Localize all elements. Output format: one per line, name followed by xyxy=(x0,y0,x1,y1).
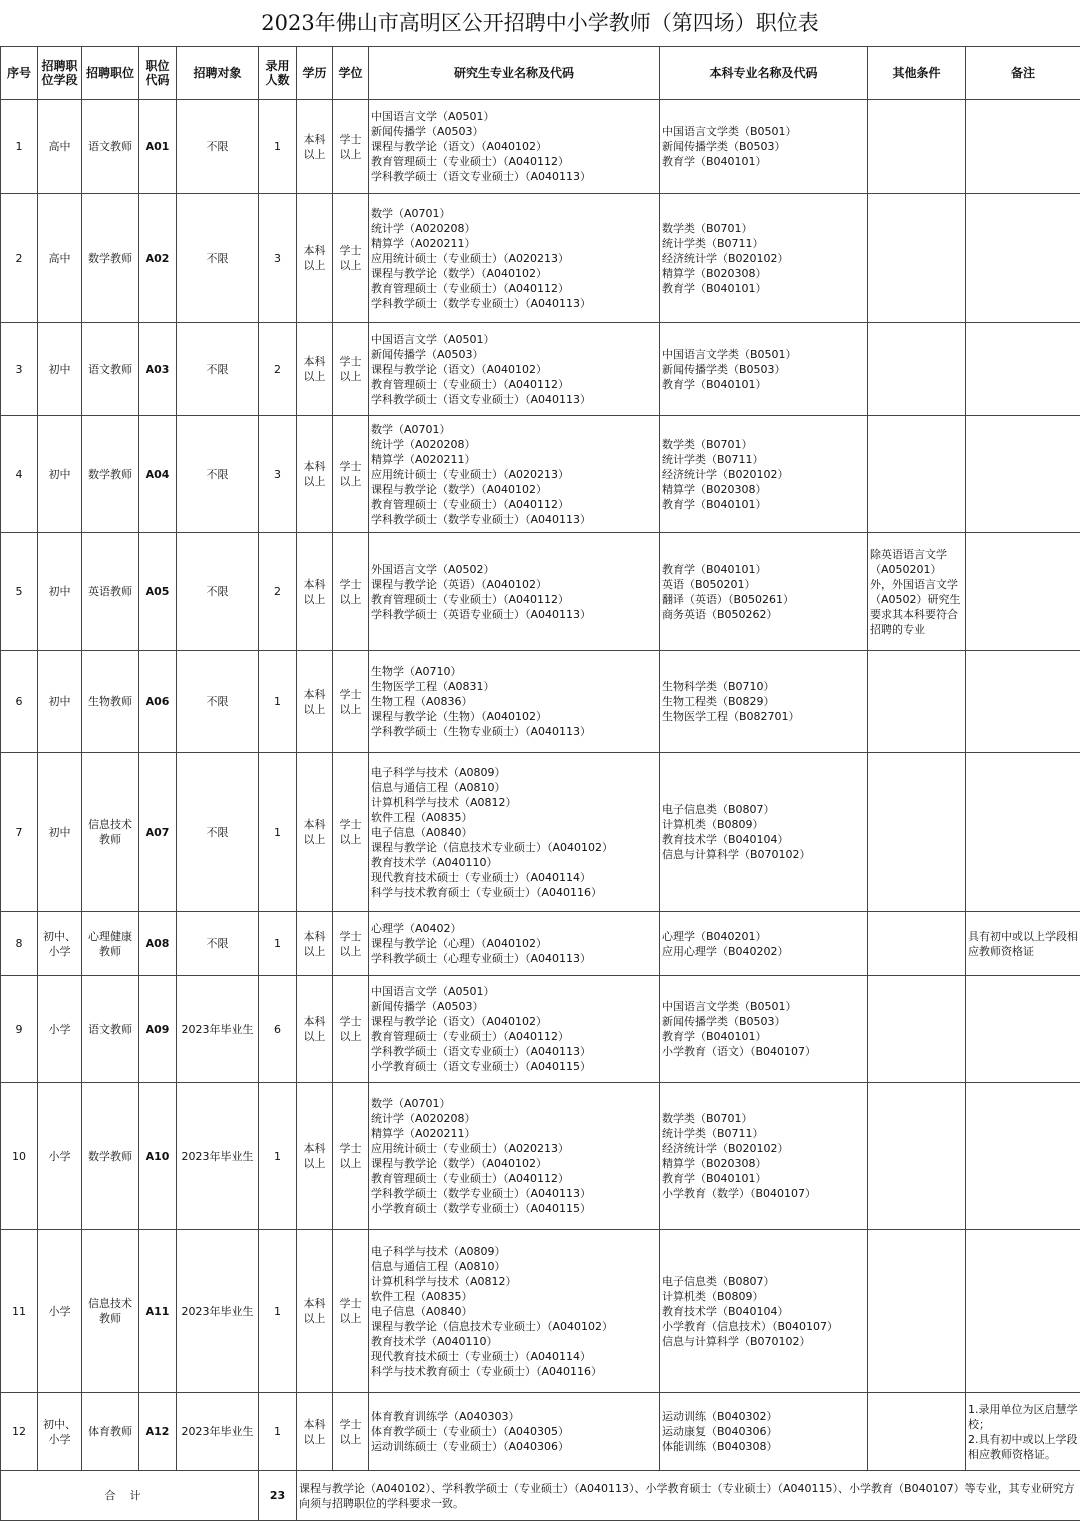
grad-majors-item: 应用统计硕士（专业硕士）（A020213） xyxy=(371,251,570,265)
grad-majors-item: 学科教学硕士（语文专业硕士）（A040113） xyxy=(371,392,592,406)
row-no: 1 xyxy=(1,100,38,194)
grad-majors-item: 课程与教学论（数学）（A040102） xyxy=(371,266,548,280)
ug-majors-item: 运动康复（B040306） xyxy=(662,1425,778,1438)
ug-majors xyxy=(660,976,868,1083)
ug-majors-item: 教育学（B040101） xyxy=(662,1172,767,1185)
row-stage: 初中 xyxy=(38,753,82,912)
grad-majors-item: 课程与教学论（数学）（A040102） xyxy=(371,1157,548,1170)
row-position: 数学教师 xyxy=(82,416,139,533)
row-degree: 学士以上 xyxy=(333,416,369,533)
row-other-conditions xyxy=(868,753,966,912)
grad-majors-item: 教育管理硕士（专业硕士）（A040112） xyxy=(371,281,570,295)
row-code: A01 xyxy=(139,100,177,194)
grad-majors-item: 现代教育技术硕士（专业硕士）（A040114） xyxy=(371,870,592,884)
grad-majors xyxy=(369,912,660,976)
ug-majors-item: 商务英语（B050262） xyxy=(662,607,778,621)
grad-majors xyxy=(369,976,660,1083)
grad-majors-item: 信息与通信工程（A0810） xyxy=(371,1259,506,1273)
table-row xyxy=(1,651,1080,753)
grad-majors-item: 体育教学硕士（专业硕士）（A040305） xyxy=(371,1425,570,1438)
row-target: 不限 xyxy=(177,912,259,976)
row-remark xyxy=(966,651,1080,753)
row-code: A05 xyxy=(139,533,177,651)
header-no: 序号 xyxy=(1,47,38,100)
grad-majors-item: 应用统计硕士（专业硕士）（A020213） xyxy=(371,467,570,481)
row-stage: 初中 xyxy=(38,533,82,651)
grad-majors xyxy=(369,1393,660,1471)
row-other-conditions xyxy=(868,976,966,1083)
row-remark xyxy=(966,533,1080,651)
ug-majors-item: 小学教育（信息技术）（B040107） xyxy=(662,1319,839,1333)
grad-majors-item: 现代教育技术硕士（专业硕士）（A040114） xyxy=(371,1349,592,1363)
row-other-conditions xyxy=(868,100,966,194)
row-code: A10 xyxy=(139,1083,177,1230)
row-stage: 初中 xyxy=(38,323,82,416)
row-edu: 本科以上 xyxy=(297,416,333,533)
row-remark xyxy=(966,416,1080,533)
row-edu: 本科以上 xyxy=(297,1083,333,1230)
row-code: A12 xyxy=(139,1393,177,1471)
ug-majors-item: 心理学（B040201） xyxy=(662,929,767,943)
row-target: 2023年毕业生 xyxy=(177,1230,259,1393)
grad-majors-item: 新闻传播学（A0503） xyxy=(371,1000,484,1013)
header-target: 招聘对象 xyxy=(177,47,259,100)
ug-majors xyxy=(660,1230,868,1393)
ug-majors-item: 教育学（B040101） xyxy=(662,377,767,391)
ug-majors xyxy=(660,323,868,416)
row-no: 11 xyxy=(1,1230,38,1393)
row-other-conditions xyxy=(868,1083,966,1230)
grad-majors xyxy=(369,323,660,416)
ug-majors-item: 数学类（B0701） xyxy=(662,437,753,451)
row-no: 7 xyxy=(1,753,38,912)
header-grad-majors: 研究生专业名称及代码 xyxy=(369,47,660,100)
row-target: 2023年毕业生 xyxy=(177,976,259,1083)
row-edu: 本科以上 xyxy=(297,323,333,416)
row-no: 6 xyxy=(1,651,38,753)
grad-majors xyxy=(369,753,660,912)
grad-majors-item: 软件工程（A0835） xyxy=(371,810,473,824)
row-stage: 初中、小学 xyxy=(38,912,82,976)
ug-majors-item: 小学教育（数学）（B040107） xyxy=(662,1187,817,1200)
row-edu: 本科以上 xyxy=(297,976,333,1083)
grad-majors-item: 学科教学硕士（数学专业硕士）（A040113） xyxy=(371,1187,592,1200)
header-stage: 招聘职位学段 xyxy=(38,47,82,100)
grad-majors-item: 中国语言文学（A0501） xyxy=(371,110,495,123)
row-target: 不限 xyxy=(177,323,259,416)
row-target: 不限 xyxy=(177,753,259,912)
grad-majors-item: 电子科学与技术（A0809） xyxy=(371,1244,506,1258)
ug-majors-item: 生物科学类（B0710） xyxy=(662,680,775,693)
row-other-conditions xyxy=(868,1230,966,1393)
grad-majors-item: 中国语言文学（A0501） xyxy=(371,332,495,346)
ug-majors-item: 中国语言文学类（B0501） xyxy=(662,347,797,361)
grad-majors-item: 电子科学与技术（A0809） xyxy=(371,765,506,779)
grad-majors-item: 教育管理硕士（专业硕士）（A040112） xyxy=(371,155,570,168)
row-stage: 小学 xyxy=(38,1083,82,1230)
ug-majors-item: 经济统计学（B020102） xyxy=(662,1142,789,1155)
grad-majors-item: 软件工程（A0835） xyxy=(371,1289,473,1303)
row-position: 语文教师 xyxy=(82,100,139,194)
row-count: 1 xyxy=(259,1083,297,1230)
grad-majors-item: 学科教学硕士（英语专业硕士）（A040113） xyxy=(371,607,592,621)
table-row xyxy=(1,416,1080,533)
row-target: 不限 xyxy=(177,100,259,194)
row-code: A09 xyxy=(139,976,177,1083)
row-position: 语文教师 xyxy=(82,976,139,1083)
ug-majors-item: 精算学（B020308） xyxy=(662,482,767,496)
row-remark xyxy=(966,1393,1080,1471)
grad-majors-item: 学科教学硕士（数学专业硕士）（A040113） xyxy=(371,296,592,310)
table-row xyxy=(1,753,1080,912)
row-position: 体育教师 xyxy=(82,1393,139,1471)
grad-majors-item: 外国语言文学（A0502） xyxy=(371,562,495,576)
grad-majors-item: 教育管理硕士（专业硕士）（A040112） xyxy=(371,1172,570,1185)
row-target: 不限 xyxy=(177,416,259,533)
grad-majors-item: 课程与教学论（语文）（A040102） xyxy=(371,362,548,376)
row-count: 1 xyxy=(259,912,297,976)
grad-majors-item: 教育管理硕士（专业硕士）（A040112） xyxy=(371,592,570,606)
ug-majors-item: 信息与计算科学（B070102） xyxy=(662,848,811,861)
row-edu: 本科以上 xyxy=(297,1230,333,1393)
row-target: 不限 xyxy=(177,533,259,651)
ug-majors-item: 计算机类（B0809） xyxy=(662,1289,764,1303)
grad-majors-item: 学科教学硕士（数学专业硕士）（A040113） xyxy=(371,512,592,526)
row-degree: 学士以上 xyxy=(333,100,369,194)
grad-majors-item: 科学与技术教育硕士（专业硕士）（A040116） xyxy=(371,885,603,899)
positions-table xyxy=(0,46,1080,1521)
row-stage: 小学 xyxy=(38,976,82,1083)
grad-majors-item: 课程与教学论（英语）（A040102） xyxy=(371,577,548,591)
header-edu: 学历 xyxy=(297,47,333,100)
row-target: 2023年毕业生 xyxy=(177,1393,259,1471)
grad-majors-item: 教育管理硕士（专业硕士）（A040112） xyxy=(371,1030,570,1043)
ug-majors xyxy=(660,533,868,651)
ug-majors-item: 新闻传播学类（B0503） xyxy=(662,1015,786,1028)
table-row xyxy=(1,976,1080,1083)
row-position: 语文教师 xyxy=(82,323,139,416)
ug-majors-item: 信息与计算科学（B070102） xyxy=(662,1334,811,1348)
row-edu: 本科以上 xyxy=(297,194,333,323)
row-remark xyxy=(966,912,1080,976)
row-position: 数学教师 xyxy=(82,194,139,323)
row-no: 9 xyxy=(1,976,38,1083)
row-count: 2 xyxy=(259,323,297,416)
row-other-conditions xyxy=(868,194,966,323)
grad-majors-item: 精算学（A020211） xyxy=(371,1127,476,1140)
grad-majors-item: 计算机科学与技术（A0812） xyxy=(371,1274,517,1288)
rows-body xyxy=(1,100,1080,1471)
ug-majors xyxy=(660,753,868,912)
grad-majors xyxy=(369,651,660,753)
row-degree: 学士以上 xyxy=(333,753,369,912)
row-no: 4 xyxy=(1,416,38,533)
table-row xyxy=(1,194,1080,323)
grad-majors-item: 学科教学硕士（语文专业硕士）（A040113） xyxy=(371,1045,592,1058)
grad-majors-item: 教育管理硕士（专业硕士）（A040112） xyxy=(371,497,570,511)
grad-majors xyxy=(369,100,660,194)
grad-majors-item: 应用统计硕士（专业硕士）（A020213） xyxy=(371,1142,570,1155)
grad-majors-item: 精算学（A020211） xyxy=(371,236,476,250)
grad-majors-item: 学科教学硕士（心理专业硕士）（A040113） xyxy=(371,952,592,965)
row-position: 心理健康教师 xyxy=(82,912,139,976)
grad-majors-item: 运动训练硕士（专业硕士）（A040306） xyxy=(371,1440,570,1453)
grad-majors xyxy=(369,194,660,323)
row-no: 8 xyxy=(1,912,38,976)
row-remark-item: 具有初中或以上学段相应教师资格证 xyxy=(968,929,1078,958)
row-other-conditions xyxy=(868,651,966,753)
ug-majors-item: 统计学类（B0711） xyxy=(662,236,764,250)
grad-majors-item: 统计学（A020208） xyxy=(371,437,476,451)
row-degree: 学士以上 xyxy=(333,651,369,753)
row-code: A03 xyxy=(139,323,177,416)
ug-majors-item: 教育学（B040101） xyxy=(662,281,767,295)
row-remark xyxy=(966,1083,1080,1230)
ug-majors-item: 统计学类（B0711） xyxy=(662,452,764,466)
row-count: 1 xyxy=(259,100,297,194)
document-title: 2023年佛山市高明区公开招聘中小学教师（第四场）职位表 xyxy=(261,11,819,35)
ug-majors-item: 教育学（B040101） xyxy=(662,1030,767,1043)
grad-majors-item: 教育技术学（A040110） xyxy=(371,1334,498,1348)
ug-majors-item: 小学教育（语文）（B040107） xyxy=(662,1045,817,1058)
header-remark: 备注 xyxy=(966,47,1080,100)
grad-majors-item: 数学（A0701） xyxy=(371,1097,451,1110)
ug-majors-item: 体能训练（B040308） xyxy=(662,1440,778,1453)
row-code: A02 xyxy=(139,194,177,323)
grad-majors-item: 新闻传播学（A0503） xyxy=(371,125,484,138)
ug-majors-item: 经济统计学（B020102） xyxy=(662,467,789,481)
grad-majors-item: 教育管理硕士（专业硕士）（A040112） xyxy=(371,377,570,391)
grad-majors-item: 课程与教学论（心理）（A040102） xyxy=(371,937,548,950)
ug-majors-item: 生物工程类（B0829） xyxy=(662,695,775,708)
row-count: 2 xyxy=(259,533,297,651)
row-count: 1 xyxy=(259,1393,297,1471)
grad-majors-item: 生物医学工程（A0831） xyxy=(371,680,495,693)
grad-majors-item: 教育技术学（A040110） xyxy=(371,855,498,869)
row-degree: 学士以上 xyxy=(333,194,369,323)
ug-majors-item: 教育学（B040101） xyxy=(662,562,767,576)
header-row xyxy=(1,47,1080,100)
row-count: 1 xyxy=(259,651,297,753)
ug-majors-item: 运动训练（B040302） xyxy=(662,1410,778,1423)
row-stage: 高中 xyxy=(38,100,82,194)
ug-majors xyxy=(660,1083,868,1230)
grad-majors-item: 新闻传播学（A0503） xyxy=(371,347,484,361)
row-code: A04 xyxy=(139,416,177,533)
table-row xyxy=(1,100,1080,194)
row-other-conditions xyxy=(868,912,966,976)
row-code: A07 xyxy=(139,753,177,912)
row-position: 信息技术教师 xyxy=(82,753,139,912)
row-degree: 学士以上 xyxy=(333,1230,369,1393)
row-stage: 初中 xyxy=(38,651,82,753)
row-remark xyxy=(966,753,1080,912)
grad-majors-item: 课程与教学论（数学）（A040102） xyxy=(371,482,548,496)
grad-majors-item: 学科教学硕士（生物专业硕士）（A040113） xyxy=(371,725,592,738)
ug-majors-item: 教育技术学（B040104） xyxy=(662,1304,789,1318)
grad-majors-item: 课程与教学论（语文）（A040102） xyxy=(371,140,548,153)
ug-majors xyxy=(660,194,868,323)
header-count: 录用人数 xyxy=(259,47,297,100)
ug-majors-item: 教育学（B040101） xyxy=(662,497,767,511)
row-other-conditions xyxy=(868,416,966,533)
row-remark xyxy=(966,976,1080,1083)
ug-majors-item: 生物医学工程（B082701） xyxy=(662,710,800,723)
header-code: 职位代码 xyxy=(139,47,177,100)
grad-majors-item: 电子信息（A0840） xyxy=(371,825,473,839)
ug-majors-item: 统计学类（B0711） xyxy=(662,1127,764,1140)
row-count: 6 xyxy=(259,976,297,1083)
grad-majors-item: 统计学（A020208） xyxy=(371,1112,476,1125)
row-degree: 学士以上 xyxy=(333,912,369,976)
row-remark xyxy=(966,323,1080,416)
table-row xyxy=(1,323,1080,416)
grad-majors-item: 统计学（A020208） xyxy=(371,221,476,235)
row-remark xyxy=(966,194,1080,323)
row-stage: 初中 xyxy=(38,416,82,533)
grad-majors-item: 精算学（A020211） xyxy=(371,452,476,466)
grad-majors-item: 心理学（A0402） xyxy=(371,922,462,935)
ug-majors-item: 电子信息类（B0807） xyxy=(662,1274,775,1288)
grad-majors-item: 学科教学硕士（语文专业硕士）（A040113） xyxy=(371,170,592,183)
grad-majors-item: 信息与通信工程（A0810） xyxy=(371,780,506,794)
table-row xyxy=(1,912,1080,976)
row-stage: 高中 xyxy=(38,194,82,323)
ug-majors-item: 新闻传播学类（B0503） xyxy=(662,362,786,376)
row-degree: 学士以上 xyxy=(333,323,369,416)
row-remark-item: 1.录用单位为区启慧学校； xyxy=(968,1402,1078,1431)
row-code: A06 xyxy=(139,651,177,753)
row-degree: 学士以上 xyxy=(333,1393,369,1471)
row-no: 5 xyxy=(1,533,38,651)
grad-majors-item: 生物学（A0710） xyxy=(371,665,462,678)
ug-majors-item: 经济统计学（B020102） xyxy=(662,251,789,265)
ug-majors xyxy=(660,912,868,976)
ug-majors xyxy=(660,1393,868,1471)
row-remark xyxy=(966,100,1080,194)
grad-majors-item: 小学教育硕士（语文专业硕士）（A040115） xyxy=(371,1060,592,1073)
ug-majors-item: 中国语言文学类（B0501） xyxy=(662,1000,797,1013)
ug-majors-item: 应用心理学（B040202） xyxy=(662,944,789,958)
grad-majors-item: 体育教育训练学（A040303） xyxy=(371,1410,520,1423)
row-target: 不限 xyxy=(177,651,259,753)
row-no: 2 xyxy=(1,194,38,323)
row-edu: 本科以上 xyxy=(297,753,333,912)
ug-majors xyxy=(660,651,868,753)
row-target: 不限 xyxy=(177,194,259,323)
row-no: 10 xyxy=(1,1083,38,1230)
row-stage: 小学 xyxy=(38,1230,82,1393)
ug-majors-item: 数学类（B0701） xyxy=(662,221,753,235)
grad-majors-item: 中国语言文学（A0501） xyxy=(371,985,495,998)
grad-majors-item: 计算机科学与技术（A0812） xyxy=(371,795,517,809)
header-position: 招聘职位 xyxy=(82,47,139,100)
grad-majors-item: 课程与教学论（信息技术专业硕士）（A040102） xyxy=(371,840,614,854)
ug-majors-item: 英语（B050201） xyxy=(662,577,756,591)
ug-majors-item: 电子信息类（B0807） xyxy=(662,803,775,816)
row-target: 2023年毕业生 xyxy=(177,1083,259,1230)
ug-majors-item: 精算学（B020308） xyxy=(662,266,767,280)
row-edu: 本科以上 xyxy=(297,912,333,976)
table-row xyxy=(1,1083,1080,1230)
grad-majors-item: 科学与技术教育硕士（专业硕士）（A040116） xyxy=(371,1364,603,1378)
total-note: 课程与教学论（A040102）、学科教学硕士（专业硕士）（A040113）、小学教育硕士（专业硕士）（A040115）、小学教育（B040107）等专业，其专业研究方向须与招聘职位的学科要求一致。 xyxy=(297,1471,1080,1521)
row-position: 数学教师 xyxy=(82,1083,139,1230)
grad-majors xyxy=(369,533,660,651)
row-other-conditions xyxy=(868,1393,966,1471)
ug-majors-item: 教育技术学（B040104） xyxy=(662,833,789,846)
grad-majors-item: 课程与教学论（生物）（A040102） xyxy=(371,710,548,723)
row-position: 信息技术教师 xyxy=(82,1230,139,1393)
table-row xyxy=(1,1393,1080,1471)
row-other-conditions xyxy=(868,323,966,416)
header-degree: 学位 xyxy=(333,47,369,100)
row-degree: 学士以上 xyxy=(333,1083,369,1230)
row-no: 12 xyxy=(1,1393,38,1471)
grad-majors-item: 电子信息（A0840） xyxy=(371,1304,473,1318)
grad-majors xyxy=(369,1230,660,1393)
ug-majors-item: 翻译（英语）（B050261） xyxy=(662,592,795,606)
row-count: 1 xyxy=(259,753,297,912)
row-edu: 本科以上 xyxy=(297,533,333,651)
grad-majors xyxy=(369,1083,660,1230)
grad-majors-item: 生物工程（A0836） xyxy=(371,695,473,708)
ug-majors-item: 计算机类（B0809） xyxy=(662,818,764,831)
row-edu: 本科以上 xyxy=(297,651,333,753)
total-label: 合计 xyxy=(1,1471,259,1521)
row-edu: 本科以上 xyxy=(297,1393,333,1471)
row-degree: 学士以上 xyxy=(333,533,369,651)
ug-majors xyxy=(660,416,868,533)
row-code: A11 xyxy=(139,1230,177,1393)
ug-majors-item: 新闻传播学类（B0503） xyxy=(662,140,786,153)
ug-majors xyxy=(660,100,868,194)
ug-majors-item: 中国语言文学类（B0501） xyxy=(662,125,797,138)
row-position: 英语教师 xyxy=(82,533,139,651)
grad-majors-item: 数学（A0701） xyxy=(371,422,451,436)
row-other-conditions: 除英语语言文学（A050201）外，外国语言文学（A0502）研究生要求其本科要符合招聘的专业 xyxy=(868,533,966,651)
grad-majors-item: 课程与教学论（语文）（A040102） xyxy=(371,1015,548,1028)
grad-majors-item: 小学教育硕士（数学专业硕士）（A040115） xyxy=(371,1202,592,1215)
total-count: 23 xyxy=(259,1471,297,1521)
grad-majors-item: 数学（A0701） xyxy=(371,206,451,220)
grad-majors-item: 课程与教学论（信息技术专业硕士）（A040102） xyxy=(371,1319,614,1333)
header-other: 其他条件 xyxy=(868,47,966,100)
total-row xyxy=(1,1471,1080,1521)
row-remark xyxy=(966,1230,1080,1393)
row-code: A08 xyxy=(139,912,177,976)
row-stage: 初中、小学 xyxy=(38,1393,82,1471)
header-ug-majors: 本科专业名称及代码 xyxy=(660,47,868,100)
table-row xyxy=(1,533,1080,651)
grad-majors xyxy=(369,416,660,533)
table-row xyxy=(1,1230,1080,1393)
ug-majors-item: 精算学（B020308） xyxy=(662,1157,767,1170)
row-count: 3 xyxy=(259,416,297,533)
row-no: 3 xyxy=(1,323,38,416)
ug-majors-item: 教育学（B040101） xyxy=(662,155,767,168)
row-degree: 学士以上 xyxy=(333,976,369,1083)
row-count: 3 xyxy=(259,194,297,323)
ug-majors-item: 数学类（B0701） xyxy=(662,1112,753,1125)
row-position: 生物教师 xyxy=(82,651,139,753)
row-edu: 本科以上 xyxy=(297,100,333,194)
row-remark-item: 2.具有初中或以上学段相应教师资格证。 xyxy=(968,1432,1078,1461)
row-count: 1 xyxy=(259,1230,297,1393)
